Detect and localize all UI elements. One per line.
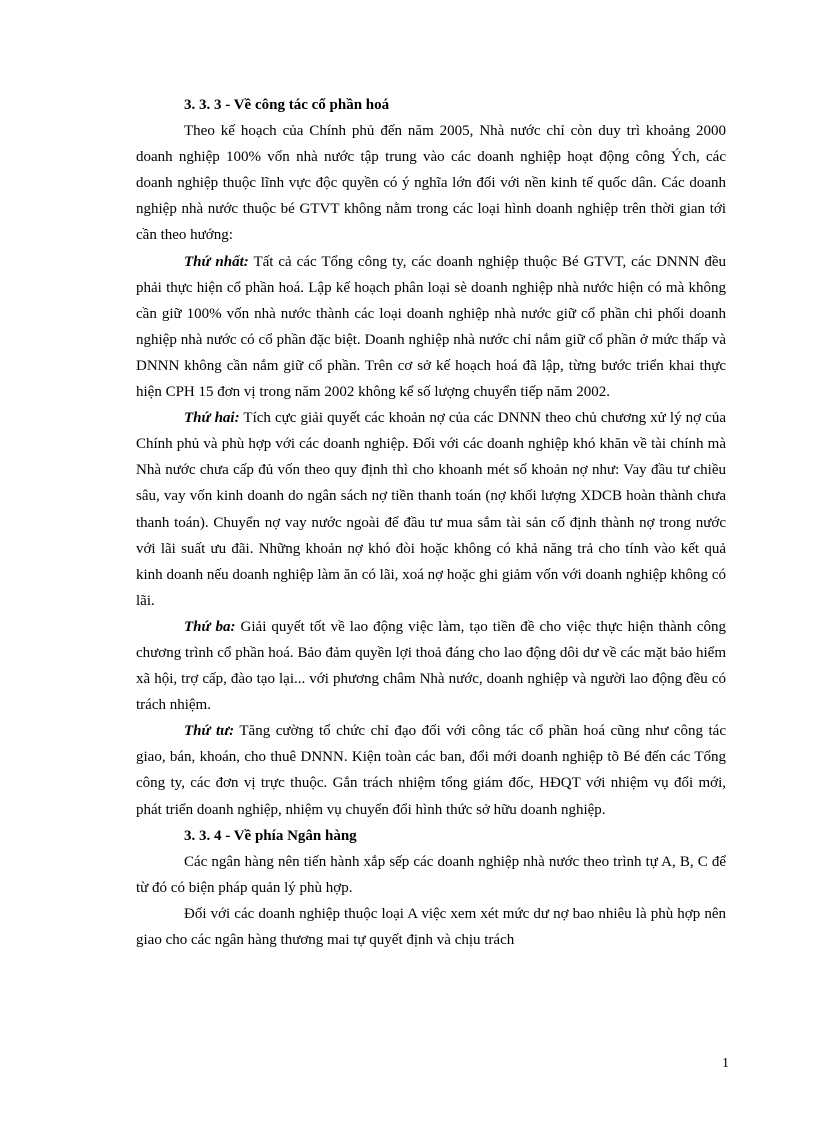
third-lead: Thứ ba:	[184, 618, 236, 635]
bank-paragraph-1: Các ngân hàng nên tiến hành xắp sếp các doanh nghiệp nhà nước theo trình tự A, B, C để từ đó có biện pháp quản lý phù hợp.	[136, 853, 726, 896]
fourth-lead: Thứ tư:	[184, 723, 235, 740]
paragraph-first	[136, 249, 726, 406]
third-text: Giải quyết tốt về lao động việc làm, tạo tiền đề cho việc thực hiện thành công chương trình cổ phần hoá. Bảo đảm quyền lợi thoả đáng cho lao động dôi dư về các mặt bảo hiểm xã hội, trợ cấp, đào tạo lại... với phương châm Nhà nước, doanh nghiệp và người lao động đều có trách nhiệm.	[136, 618, 726, 714]
bank-paragraph-2: Đối với các doanh nghiệp thuộc loại A việc xem xét mức dư nợ bao nhiêu là phù hợp nên giao cho các ngân hàng thương mai tự quyết định và chịu trách	[136, 905, 726, 948]
second-text: Tích cực giải quyết các khoản nợ của các DNNN theo chủ chương xử lý nợ của Chính phủ và phù hợp với các doanh nghiệp. Đối với các doanh nghiệp khó khăn về tài chính mà Nhà nước chưa cấp đủ vốn theo quy định thì cho khoanh mét số khoản nợ như: Vay đầu tư chiều sâu, vay vốn kinh doanh do ngân sách nợ tiền thanh toán (nợ khối lượng XDCB hoàn thành chưa thanh toán). Chuyển nợ vay nước ngoài để đầu tư mua sắm tài sản cố định thành nợ trong nước với lãi suất ưu đãi. Những khoản nợ khó đòi hoặc không có khả năng trả cho tính vào kết quả kinh doanh nếu doanh nghiệp làm ăn có lãi, xoá nợ hoặc ghi giảm vốn với doanh nghiệp không có lãi.	[136, 410, 726, 609]
paragraph-third	[136, 614, 726, 718]
page-number: 1	[722, 1056, 729, 1071]
paragraph-fourth	[136, 718, 726, 822]
section-heading-3-3-3: 3. 3. 3 - Về công tác cổ phần hoá	[184, 97, 390, 113]
first-lead: Thứ nhất:	[184, 253, 249, 270]
section-heading-3-3-4: 3. 3. 4 - Về phía Ngân hàng	[184, 827, 357, 844]
first-text: Tất cả các Tổng công ty, các doanh nghiệp thuộc Bé GTVT, các DNNN đều phải thực hiện cổ phần hoá. Lập kế hoạch phân loại sè doanh nghiệp nhà nước hiện có mà không cần giữ 100% vốn nhà nước thành các loại doanh nghiệp nhà nước giữ cổ phần chi phối doanh nghiệp nhà nước có cổ phần đặc biệt. Doanh nghiệp nhà nước chỉ nắm giữ cổ phần ở mức thấp và DNNN không cần nắm giữ cổ phần. Trên cơ sở kế hoạch hoá đã lập, từng bước triển khai thực hiện CPH 15 đơn vị trong năm 2002 không kể số lượng chuyển tiếp năm 2002.	[136, 253, 727, 401]
document-body	[136, 92, 726, 953]
paragraph-second	[136, 405, 726, 614]
intro-paragraph: Theo kế hoạch của Chính phủ đến năm 2005, Nhà nước chỉ còn duy trì khoảng 2000 doanh nghiệp 100% vốn nhà nước tập trung vào các doanh nghiệp hoạt động công Ých, các doanh nghiệp thuộc lĩnh vực độc quyền có ý nghĩa lớn đối với nền kinh tế quốc dân. Các doanh nghiệp nhà nước thuộc bé GTVT không nằm trong các loại hình doanh nghiệp trên thời gian tới cần theo hướng:	[136, 123, 726, 244]
fourth-text: Tăng cường tổ chức chỉ đạo đối với công tác cổ phần hoá cũng như công tác giao, bán, khoán, cho thuê DNNN. Kiện toàn các ban, đổi mới doanh nghiệp tõ Bé đến các Tổng công ty, các đơn vị trực thuộc. Gắn trách nhiệm tổng giám đốc, HĐQT với nhiệm vụ đổi mới, phát triển doanh nghiệp, nhiệm vụ chuyển đổi hình thức sở hữu doanh nghiệp.	[136, 723, 726, 818]
second-lead: Thứ hai:	[184, 410, 240, 427]
